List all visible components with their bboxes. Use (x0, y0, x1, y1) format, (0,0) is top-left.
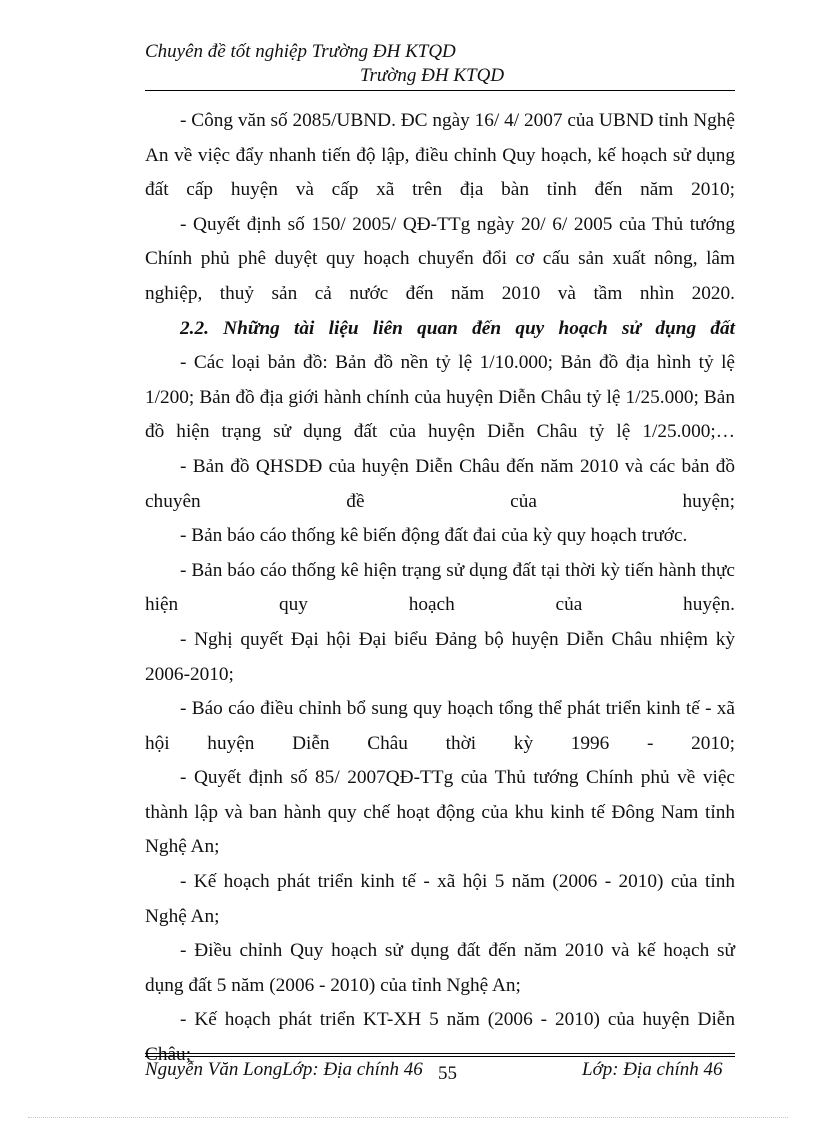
paragraph-maps: - Các loại bản đồ: Bản đồ nền tỷ lệ 1/10.000; Bản đồ địa hình tỷ lệ 1/200; Bản đồ địa giới hành chính của huyện Diễn Châu tỷ lệ 1/25.000; Bản đồ hiện trạng sử dụng đất của huyện Diễn Châu tỷ lệ 1/25.000;… (145, 352, 735, 443)
page-bottom-dotted-line (28, 1117, 788, 1118)
header-rule (145, 90, 735, 91)
paragraph-provincial-land-use-adjustment: - Điều chỉnh Quy hoạch sử dụng đất đến năm 2010 và kế hoạch sử dụng đất 5 năm (2006 - 2010) của tỉnh Nghệ An; (145, 940, 735, 996)
document-body (145, 104, 735, 1073)
paragraph-party-congress-resolution: - Nghị quyết Đại hội Đại biểu Đảng bộ huyện Diễn Châu nhiệm kỳ 2006-2010; (145, 628, 735, 685)
paragraph-master-plan-report: - Báo cáo điều chỉnh bổ sung quy hoạch tổng thể phát triển kinh tế - xã hội huyện Diễn Châu thời kỳ 1996 - 2010; (145, 698, 735, 754)
paragraph-land-change-report: - Bản báo cáo thống kê biến động đất đai của kỳ quy hoạch trước. (180, 525, 688, 547)
page-number: 55 (438, 1063, 457, 1084)
section-heading-2-2: 2.2. Những tài liệu liên quan đến quy hoạch sử dụng đất (180, 317, 735, 339)
footer-class: Lớp: Địa chính 46 (582, 1059, 723, 1080)
paragraph-land-status-report: - Bản báo cáo thống kê hiện trạng sử dụng đất tại thời kỳ tiến hành thực hiện quy hoạch của huyện. (145, 559, 735, 616)
paragraph-decision-150: - Quyết định số 150/ 2005/ QĐ-TTg ngày 20/ 6/ 2005 của Thủ tướng Chính phủ phê duyệt quy hoạch chuyển đổi cơ cấu sản xuất nông, lâm nghiệp, thuỷ sản cả nước đến năm 2010 và tầm nhìn 2020. (145, 213, 735, 304)
running-header-school: Trường ĐH KTQD (360, 65, 505, 86)
paragraph-official-letter-2085: - Công văn số 2085/UBND. ĐC ngày 16/ 4/ 2007 của UBND tỉnh Nghệ An về việc đẩy nhanh tiến độ lập, điều chỉnh Quy hoạch, kế hoạch sử dụng đất cấp huyện và cấp xã trên địa bàn tỉnh đến năm 2010; (145, 110, 735, 201)
paragraph-provincial-5-year-plan: - Kế hoạch phát triển kinh tế - xã hội 5 năm (2006 - 2010) của tỉnh Nghệ An; (145, 871, 735, 927)
footer-rule-top (145, 1053, 735, 1054)
paragraph-land-use-map: - Bản đồ QHSDĐ của huyện Diễn Châu đến năm 2010 và các bản đồ chuyên đề của huyện; (145, 455, 735, 512)
running-header-title: Chuyên đề tốt nghiệp Trường ĐH KTQD (145, 41, 456, 62)
footer-author: Nguyễn Văn LongLớp: Địa chính 46 (145, 1059, 423, 1080)
paragraph-district-5-year-plan: - Kế hoạch phát triển KT-XH 5 năm (2006 - 2010) của huyện Diễn Châu; (145, 1009, 735, 1066)
footer-rule-bottom (145, 1056, 735, 1057)
paragraph-decision-85: - Quyết định số 85/ 2007QĐ-TTg của Thủ tướng Chính phủ về việc thành lập và ban hành quy chế hoạt động của khu kinh tế Đông Nam tỉnh Nghệ An; (145, 767, 735, 858)
